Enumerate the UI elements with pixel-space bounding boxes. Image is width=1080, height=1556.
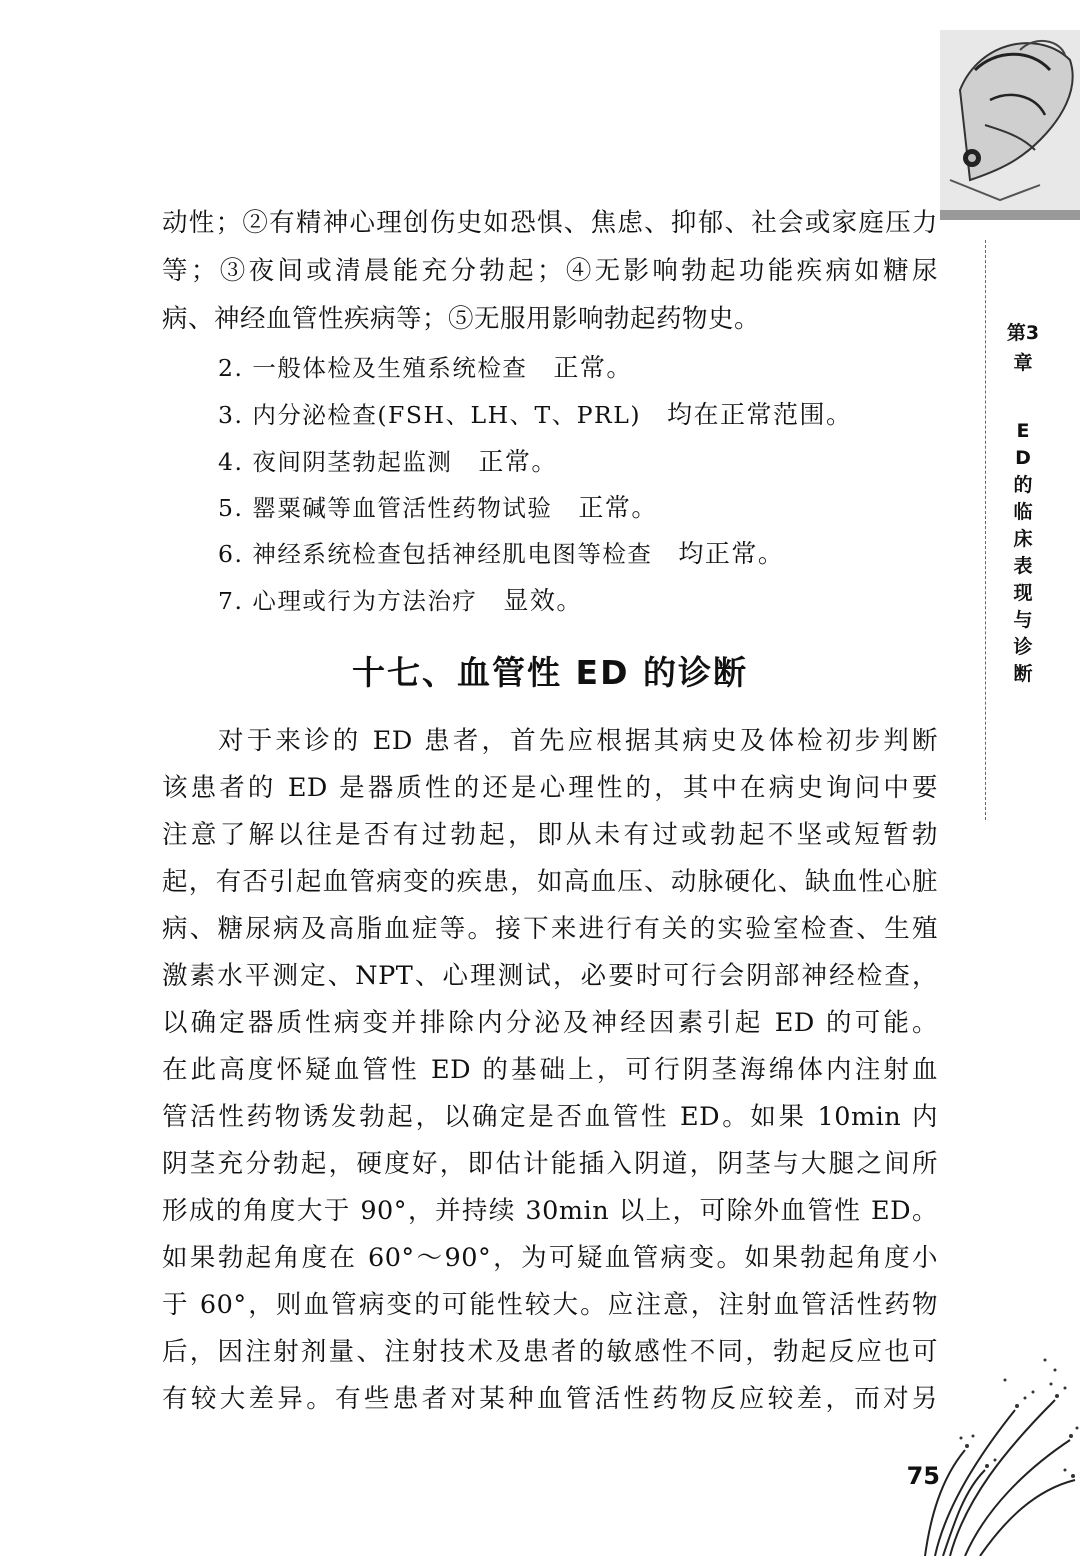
- chapter-label: 第3章: [1006, 322, 1040, 374]
- list-item-result: 正常。: [478, 447, 558, 476]
- list-item-result: 正常。: [553, 353, 633, 382]
- paragraph-line: 阴茎充分勃起，硬度好，即估计能插入阴道，阴茎与大腿之间所: [162, 1149, 938, 1179]
- list-item-label: 7. 心理或行为方法治疗: [218, 587, 478, 615]
- chapter-emblem-illustration: [940, 30, 1080, 220]
- paragraph-line: 在此高度怀疑血管性 ED 的基础上，可行阴茎海绵体内注射血: [162, 1055, 938, 1085]
- paragraph-line: 后，因注射剂量、注射技术及患者的敏感性不同，勃起反应也可: [162, 1337, 938, 1367]
- paragraph-line: 病、糖尿病及高脂血症等。接下来进行有关的实验室检查、生殖: [162, 914, 938, 944]
- paragraph-line: 如果勃起角度在 60°～90°，为可疑血管病变。如果勃起角度小: [162, 1243, 938, 1273]
- intro-line: 等；③夜间或清晨能充分勃起；④无影响勃起功能疾病如糖尿: [162, 256, 938, 286]
- intro-line: 病、神经血管性疾病等；⑤无服用影响勃起药物史。: [162, 304, 761, 334]
- list-item-result: 均在正常范围。: [667, 400, 853, 429]
- paragraph-line: 有较大差异。有些患者对某种血管活性药物反应较差，而对另: [162, 1384, 938, 1414]
- page-number: 75: [906, 1462, 940, 1490]
- paragraph-line: 形成的角度大于 90°，并持续 30min 以上，可除外血管性 ED。: [162, 1196, 938, 1226]
- paragraph-line: 管活性药物诱发勃起，以确定是否血管性 ED。如果 10min 内: [162, 1102, 938, 1132]
- list-item-label: 4. 夜间阴茎勃起监测: [218, 448, 453, 476]
- list-item-label: 6. 神经系统检查包括神经肌电图等检查: [218, 540, 653, 568]
- paragraph-line: 该患者的 ED 是器质性的还是心理性的，其中在病史询问中要: [162, 773, 938, 803]
- paragraph-line: 于 60°，则血管病变的可能性较大。应注意，注射血管活性药物: [162, 1290, 938, 1320]
- grass-decoration-illustration: [905, 1340, 1080, 1556]
- chapter-tab: [1003, 318, 1043, 688]
- list-item-result: 显效。: [503, 586, 583, 615]
- list-item: [218, 440, 558, 484]
- list-item: [218, 346, 633, 390]
- list-item-result: 正常。: [578, 493, 658, 522]
- list-item: [218, 532, 784, 576]
- list-item: [218, 486, 658, 530]
- paragraph-line: 以确定器质性病变并排除内分泌及神经因素引起 ED 的可能。: [162, 1008, 938, 1038]
- list-item: [218, 393, 853, 437]
- paragraph-line: 激素水平测定、NPT、心理测试，必要时可行会阴部神经检查，: [162, 961, 938, 991]
- intro-line: 动性；②有精神心理创伤史如恐惧、焦虑、抑郁、社会或家庭压力: [162, 208, 938, 238]
- chapter-title: ED的临床表现与诊断: [1013, 420, 1033, 685]
- section-heading: 十七、血管性 ED 的诊断: [352, 653, 748, 692]
- list-item: [218, 579, 583, 623]
- margin-divider: [985, 240, 986, 820]
- paragraph-line: 对于来诊的 ED 患者，首先应根据其病史及体检初步判断: [218, 726, 938, 756]
- paragraph-line: 起，有否引起血管病变的疾患，如高血压、动脉硬化、缺血性心脏: [162, 867, 938, 897]
- list-item-label: 2. 一般体检及生殖系统检查: [218, 354, 528, 382]
- list-item-label: 3. 内分泌检查(FSH、LH、T、PRL): [218, 401, 642, 429]
- list-item-label: 5. 罂粟碱等血管活性药物试验: [218, 494, 553, 522]
- list-item-result: 均正常。: [678, 539, 785, 568]
- paragraph-line: 注意了解以往是否有过勃起，即从未有过或勃起不坚或短暂勃: [162, 820, 938, 850]
